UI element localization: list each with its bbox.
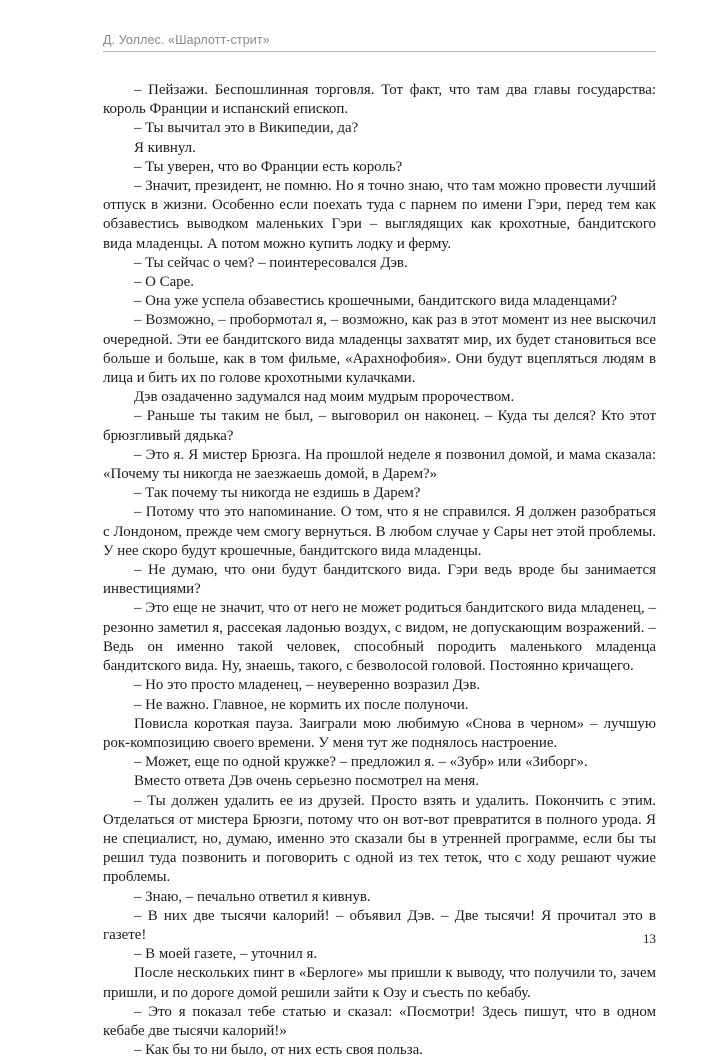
paragraph: – Раньше ты таким не был, – выговорил он наконец. – Куда ты делся? Кто этот брюзгливый дядька? — [103, 408, 656, 444]
paragraph: – Это я. Я мистер Брюзга. На прошлой неделе я позвонил домой, и мама сказала: «Почему ты никогда не заезжаешь домой, в Дарем?» — [103, 446, 656, 483]
paragraph: – Не важно. Главное, не кормить их после полуночи. — [134, 696, 469, 713]
paragraph: – Потому что это напоминание. О том, что я не справился. Я должен разобраться с Лондоном, прежде чем смогу вернуться. В любом случае у Сары нет этой проблемы. У нее скоро будут крошечные, бандитского вида младенцы. — [103, 504, 656, 559]
paragraph: – Она уже успела обзавестись крошечными, бандитского вида младенцами? — [134, 293, 617, 310]
body-text — [103, 81, 656, 1060]
paragraph: – В моей газете, – уточнил я. — [134, 946, 318, 963]
paragraph: – В них две тысячи калорий! – объявил Дэв. – Две тысячи! Я прочитал это в газете! — [103, 907, 656, 943]
paragraph: – Пейзажи. Беспошлинная торговля. Тот факт, что там два главы государства: король Франции и испанский епископ. — [103, 82, 656, 118]
running-header: Д. Уоллес. «Шарлотт-стрит» — [103, 33, 270, 47]
header-divider — [103, 51, 656, 52]
paragraph: – Ты вычитал это в Википедии, да? — [134, 120, 359, 137]
paragraph: Вместо ответа Дэв очень серьезно посмотрел на меня. — [134, 773, 479, 790]
page-number: 13 — [643, 931, 656, 946]
paragraph: Дэв озадаченно задумался над моим мудрым пророчеством. — [134, 389, 515, 406]
paragraph: Я кивнул. — [134, 139, 196, 156]
paragraph: – Ты уверен, что во Франции есть король? — [134, 158, 403, 175]
paragraph: – О Саре. — [134, 274, 194, 291]
paragraph: – Это еще не значит, что от него не может родиться бандитского вида младенец, – резонно заметил я, рассекая ладонью воздух, с видом, не допускающим возражений. – Ведь он именно такой человек, способный породить маленького младенца бандитского вида. Ну, знаешь, такого, с безволосой головой. Постоянно кричащего. — [103, 600, 656, 675]
paragraph: – Возможно, – пробормотал я, – возможно, как раз в этот момент из нее выскочил очередной. Эти ее бандитского вида младенцы захватят мир, их будет становиться все больше и больше, как в том фильме, «Арахнофобия». Они будут вцепляться людям в лица и бить их по голове крохотными кулачками. — [103, 312, 656, 387]
paragraph: После нескольких пинт в «Берлоге» мы пришли к выводу, что получили то, зачем пришли, и по дороге домой решили зайти к Озу и съесть по кебабу. — [103, 965, 656, 1001]
paragraph: – Это я показал тебе статью и сказал: «Посмотри! Здесь пишут, что в одном кебабе две тысячи калорий!» — [103, 1003, 656, 1039]
paragraph: – Ты сейчас о чем? – поинтересовался Дэв. — [134, 254, 408, 271]
paragraph: Повисла короткая пауза. Заиграли мою любимую «Снова в черном» – лучшую рок-композицию своего времени. У меня тут же поднялось настроение. — [103, 715, 656, 751]
paragraph: – Значит, президент, не помню. Но я точно знаю, что там можно провести лучший отпуск в жизни. Особенно если поехать туда с парнем по имени Гэри, перед тем как обзавестись выводком маленьких Гэри – выглядящих как крохотные, бандитского вида младенцы. А потом можно купить лодку и ферму. — [103, 178, 656, 252]
paragraph: – Ты должен удалить ее из друзей. Просто взять и удалить. Покончить с этим. Отделаться от мистера Брюзги, потому что он вот-вот превратится в полного урода. Я не специалист, но, думаю, именно это сказали бы в утренней программе, если бы ты решил туда позвонить и поговорить с одной из тех теток, что с ходу решают чужие проблемы. — [103, 792, 656, 886]
paragraph: – Знаю, – печально ответил я кивнув. — [134, 888, 371, 905]
paragraph: – Как бы то ни было, от них есть своя польза. — [134, 1042, 423, 1059]
paragraph: – Может, еще по одной кружке? – предложил я. – «Зубр» или «Зиборг». — [134, 754, 588, 771]
paragraph: – Но это просто младенец, – неуверенно возразил Дэв. — [134, 677, 481, 694]
paragraph: – Не думаю, что они будут бандитского вида. Гэри ведь вроде бы занимается инвестициями? — [103, 562, 656, 598]
paragraph: – Так почему ты никогда не ездишь в Дарем? — [134, 485, 421, 502]
